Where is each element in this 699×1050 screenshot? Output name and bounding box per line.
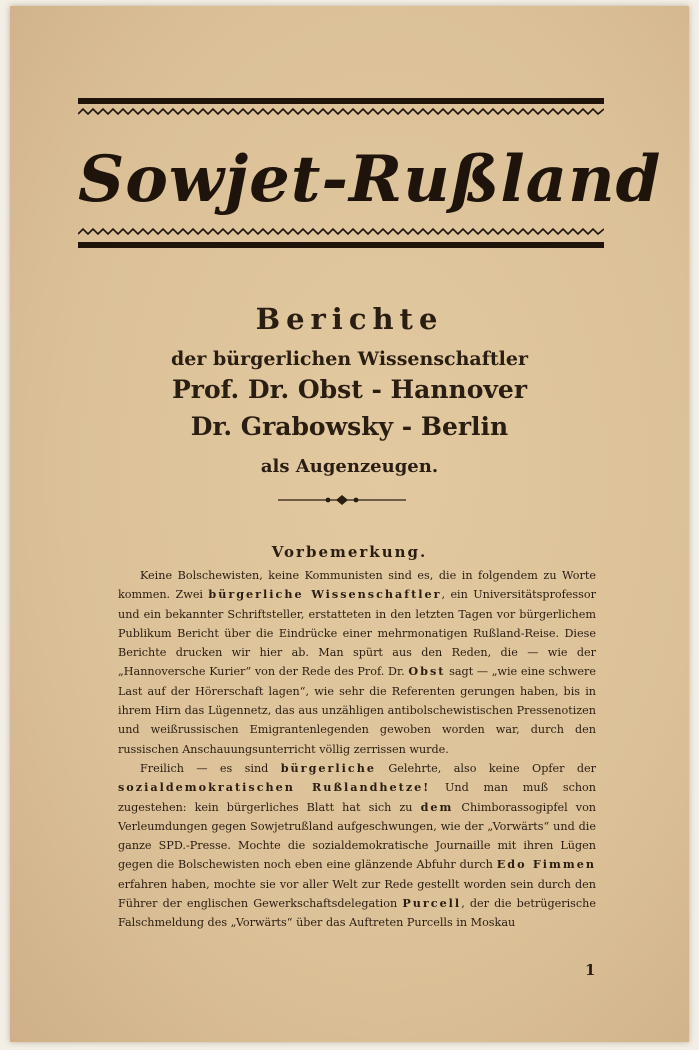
spaced-emphasis: dem [420, 799, 454, 814]
subtitle-wissenschaftler: der bürgerlichen Wissenschaftler [170, 348, 528, 370]
masthead-bottom-border [78, 226, 604, 254]
text-run: Chimborassogipfel von Verleumdungen gegen Sowjetrußland aufgeschwungen, wie der „Vorwärts“ und die ganze SPD.-Presse. Mochte die sozialdemokratische Journaille mit ihren Lügen gegen die Bolschewisten noch eben eine glänzende Abfuhr durch [118, 800, 597, 872]
text-run: Und man muß schon zugestehen: kein bürgerliches Blatt hat sich zu [118, 781, 596, 814]
ornament-divider [278, 494, 406, 506]
text-run: erfahren haben, mochte sie vor aller Welt zur Rede gestellt worden sein durch den Führer der englischen Gewerkschaftsdelegation [118, 877, 596, 911]
text-run: , ein Universitätsprofessor und ein bekannter Schriftsteller, erstatteten in den letzten Tagen vor bürgerlichem Publikum Bericht über die Eindrücke einer mehrmonatigen Rußland-Reise. Diese Berichte drucken wir hier ab. Man spürt aus den Reden, die — wie der „Hannoversche Kurier“ von der Rede des Prof. Dr. [118, 588, 596, 679]
spaced-emphasis: sozialdemokratischen Rußlandhetze! [118, 780, 431, 795]
author-grabowsky: Dr. Grabowsky - Berlin [190, 412, 509, 441]
author-obst: Prof. Dr. Obst - Hannover [172, 375, 527, 404]
masthead-title: Sowjet-Rußland [78, 142, 662, 217]
text-run: , der die betrügerische Falschmeldung des „Vorwärts“ über das Auftreten Purcells in Moskau [118, 897, 597, 930]
text-run: Freilich — es sind [140, 761, 281, 775]
text-run: Keine Bolschewisten, keine Kommunisten sind es, die in folgendem zu Worte kommen. Zwei [118, 569, 596, 602]
text-run: Gelehrte, also keine Opfer der [375, 761, 596, 775]
subtitle-augenzeugen: als Augenzeugen. [260, 456, 439, 477]
page-number: 1 [585, 961, 596, 979]
spaced-emphasis: Edo Fimmen [496, 857, 596, 872]
paragraph-2 [118, 759, 596, 933]
preface-body [118, 566, 596, 933]
masthead-top-border [78, 94, 604, 122]
document-page [10, 6, 689, 1042]
title-berichte: Berichte [255, 302, 444, 336]
paragraph-1 [118, 566, 596, 759]
preface-heading: Vorbemerkung. [271, 543, 428, 561]
spaced-emphasis: bürgerliche [280, 760, 376, 775]
spaced-emphasis: Obst [408, 664, 446, 679]
spaced-emphasis: Purcell [402, 896, 462, 911]
text-run: sagt — „wie eine schwere Last auf der Hörerschaft lagen“, wie sehr die Referenten gerungen haben, bis in ihrem Hirn das Lügennetz, das aus unzähligen antibolschewistischen Pressenotizen und weißrussischen Emigrantenlegenden gewoben worden war, durch den russischen Anschauungsunterricht völlig zerrissen wurde. [118, 665, 596, 756]
spaced-emphasis: bürgerliche Wissenschaftler [208, 587, 442, 602]
